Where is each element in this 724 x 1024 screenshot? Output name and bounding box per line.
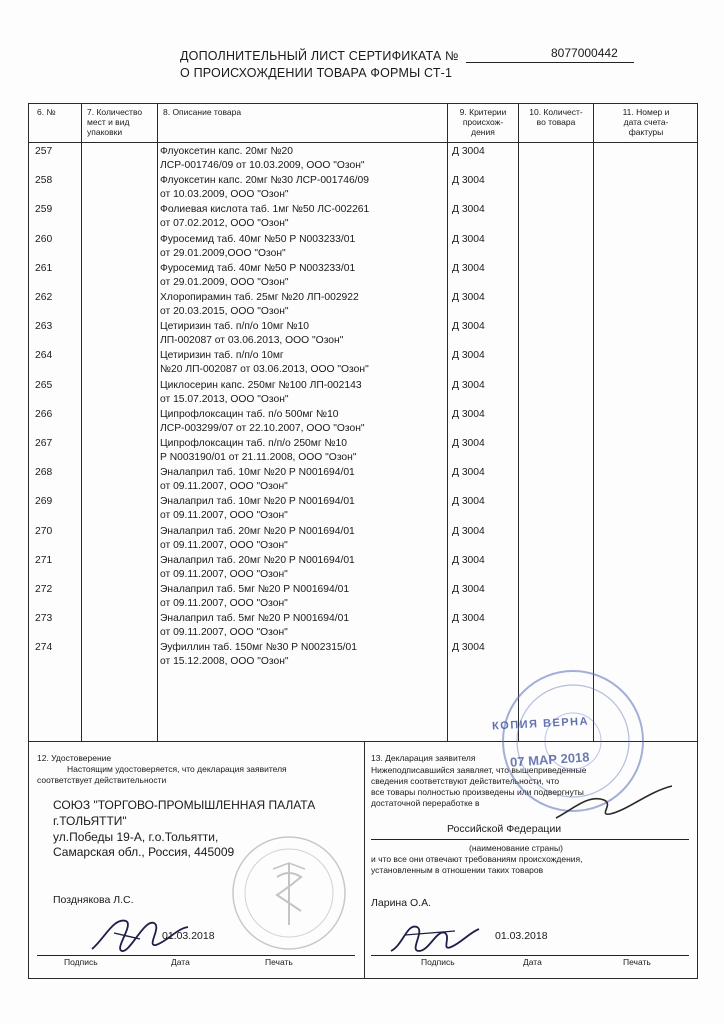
declaration-country-note: (наименование страны) <box>469 843 563 853</box>
row-criterion: Д 3004 <box>452 554 485 566</box>
row-criterion: Д 3004 <box>452 379 485 391</box>
row-number: 268 <box>35 467 53 479</box>
row-description-line-1: Цетиризин таб. п/п/о 10мг №10 <box>160 321 310 333</box>
row-criterion: Д 3004 <box>452 642 485 654</box>
row-number: 265 <box>35 379 53 391</box>
row-description-line-1: Эуфиллин таб. 150мг №30 Р N002315/01 <box>160 642 357 654</box>
title-line-2: О ПРОИСХОЖДЕНИИ ТОВАРА ФОРМЫ СТ-1 <box>180 66 453 80</box>
row-number: 271 <box>35 554 53 566</box>
col-header-quantity: 10. Количест- во товара <box>529 107 583 127</box>
row-number: 259 <box>35 204 53 216</box>
row-criterion: Д 3004 <box>452 613 485 625</box>
row-description-line-2: №20 ЛП-002087 от 03.06.2013, ООО "Озон" <box>160 364 369 376</box>
title-line-1: ДОПОЛНИТЕЛЬНЫЙ ЛИСТ СЕРТИФИКАТА № <box>180 49 459 63</box>
row-number: 262 <box>35 292 53 303</box>
row-description-line-1: Цетиризин таб. п/п/о 10мг <box>160 350 284 362</box>
declaration-sign-label: Подпись <box>421 957 455 967</box>
country-line <box>371 839 689 840</box>
row-number: 274 <box>35 642 53 654</box>
row-number: 270 <box>35 525 53 537</box>
row-criterion: Д 3004 <box>452 496 485 508</box>
row-description-line-1: Эналаприл таб. 5мг №20 Р N001694/01 <box>160 613 350 625</box>
row-description-line-1: Эналаприл таб. 10мг №20 Р N001694/01 <box>160 467 355 479</box>
certification-text-2: соответствует действительности <box>37 775 167 785</box>
declaration-text-2: сведения соответствуют действительности, что <box>371 776 560 786</box>
chamber-name-2: г.ТОЛЬЯТТИ" <box>53 814 127 828</box>
copy-stamp-date: 07 МАР 2018 <box>509 749 590 770</box>
col-header-packages: 7. Количество мест и вид упаковки <box>87 107 143 137</box>
row-description-line-2: от 09.11.2007, ООО "Озон" <box>160 627 288 639</box>
row-description-line-2: ЛП-002087 от 03.06.2013, ООО "Озон" <box>160 335 344 347</box>
row-description-line-1: Фуросемид таб. 40мг №50 Р N003233/01 <box>160 233 356 245</box>
row-description-line-2: от 29.01.2009,ООО "Озон" <box>160 247 286 259</box>
row-description-line-2: от 10.03.2009, ООО "Озон" <box>160 189 289 201</box>
stamp-signature-icon <box>548 780 678 830</box>
col-header-description: 8. Описание товара <box>163 107 242 117</box>
declaration-text-3: все товары полностью произведены или подвергнуты <box>371 787 584 797</box>
row-description-line-1: Эналаприл таб. 10мг №20 Р N001694/01 <box>160 496 355 508</box>
declaration-text-4: достаточной переработке в <box>371 798 480 808</box>
declaration-seal-label: Печать <box>623 957 651 967</box>
row-description-line-1: Фуросемид таб. 40мг №50 Р N003233/01 <box>160 262 356 274</box>
section-divider <box>364 741 365 978</box>
row-description-line-1: Ципрофлоксацин таб. п/п/о 250мг №10 <box>160 438 347 449</box>
row-criterion: Д 3004 <box>452 350 485 362</box>
certificate-number: 8077000442 <box>551 46 618 60</box>
chamber-address-2: Самарская обл., Россия, 445009 <box>53 845 235 859</box>
row-description-line-1: Циклосерин капс. 250мг №100 ЛП-002143 <box>160 379 362 391</box>
certification-heading: 12. Удостоверение <box>37 753 112 763</box>
signature-line <box>371 955 689 956</box>
row-criterion: Д 3004 <box>452 321 485 333</box>
col-header-invoice: 11. Номер и дата счета- фактуры <box>622 107 670 137</box>
declarant-name: Ларина О.А. <box>371 897 431 909</box>
row-description-line-1: Флуоксетин капс. 20мг №20 <box>160 146 293 157</box>
row-number: 267 <box>35 438 53 449</box>
row-description-line-1: Эналаприл таб. 5мг №20 Р N001694/01 <box>160 584 350 595</box>
row-description-line-2: от 15.12.2008, ООО "Озон" <box>160 656 289 668</box>
row-number: 269 <box>35 496 53 508</box>
row-criterion: Д 3004 <box>452 438 485 449</box>
row-description-line-2: от 09.11.2007, ООО "Озон" <box>160 481 288 493</box>
certification-sign-label: Подпись <box>64 957 98 967</box>
col-divider <box>81 104 82 741</box>
signature-line <box>37 955 355 956</box>
row-number: 273 <box>35 613 53 625</box>
col-header-criteria: 9. Критерии происхож- дения <box>459 107 507 137</box>
row-description-line-1: Ципрофлоксацин таб. п/о 500мг №10 <box>160 408 339 420</box>
cert-number-underline <box>466 62 634 63</box>
declaration-date-label: Дата <box>523 957 542 967</box>
declaration-text-6: установленным в отношении таких товаров <box>371 865 544 875</box>
row-number: 261 <box>35 262 53 274</box>
declaration-date: 01.03.2018 <box>495 930 548 942</box>
row-criterion: Д 3004 <box>452 233 485 245</box>
row-criterion: Д 3004 <box>452 292 485 303</box>
row-criterion: Д 3004 <box>452 584 485 595</box>
row-criterion: Д 3004 <box>452 146 485 157</box>
row-description-line-1: Флуоксетин капс. 20мг №30 ЛСР-001746/09 <box>160 175 369 187</box>
col-divider <box>593 104 594 741</box>
certification-date-label: Дата <box>171 957 190 967</box>
col-divider <box>518 104 519 741</box>
certification-date: 01.03.2018 <box>162 930 215 942</box>
row-description-line-2: ЛСР-001746/09 от 10.03.2009, ООО "Озон" <box>160 160 365 171</box>
goods-table <box>28 103 698 742</box>
col-divider <box>447 104 448 741</box>
declaration-text-1: Нижеподписавшийся заявляет, что вышеприведенные <box>371 765 587 775</box>
row-description-line-2: Р N003190/01 от 21.11.2008, ООО "Озон" <box>160 452 357 463</box>
row-description-line-1: Хлоропирамин таб. 25мг №20 ЛП-002922 <box>160 292 359 303</box>
declaration-heading: 13. Декларация заявителя <box>371 753 476 763</box>
chamber-name-1: СОЮЗ "ТОРГОВО-ПРОМЫШЛЕННАЯ ПАЛАТА <box>53 798 316 812</box>
row-number: 263 <box>35 321 53 333</box>
row-criterion: Д 3004 <box>452 408 485 420</box>
row-description-line-2: от 09.11.2007, ООО "Озон" <box>160 510 288 522</box>
copy-stamp-text: КОПИЯ ВЕРНА <box>491 715 590 733</box>
row-description-line-2: от 09.11.2007, ООО "Озон" <box>160 568 288 580</box>
row-description-line-1: Эналаприл таб. 20мг №20 Р N001694/01 <box>160 525 355 537</box>
row-criterion: Д 3004 <box>452 467 485 479</box>
certification-seal-label: Печать <box>265 957 293 967</box>
row-criterion: Д 3004 <box>452 262 485 274</box>
col-header-number: 6. № <box>37 107 56 117</box>
row-description-line-2: от 09.11.2007, ООО "Озон" <box>160 539 288 551</box>
certifier-name: Позднякова Л.С. <box>53 894 134 906</box>
row-description-line-1: Фолиевая кислота таб. 1мг №50 ЛС-002261 <box>160 204 370 216</box>
row-description-line-2: от 15.07.2013, ООО "Озон" <box>160 393 289 405</box>
row-number: 272 <box>35 584 53 595</box>
certification-text-1: Настоящим удостоверяется, что декларация заявителя <box>67 764 287 774</box>
chamber-seal-icon <box>229 833 349 953</box>
row-description-line-2: ЛСР-003299/07 от 22.10.2007, ООО "Озон" <box>160 422 365 434</box>
header-divider <box>29 142 697 143</box>
row-description-line-2: от 09.11.2007, ООО "Озон" <box>160 598 288 609</box>
row-description-line-2: от 07.02.2012, ООО "Озон" <box>160 218 289 230</box>
row-criterion: Д 3004 <box>452 204 485 216</box>
col-divider <box>157 104 158 741</box>
chamber-address-1: ул.Победы 19-А, г.о.Тольятти, <box>53 830 219 844</box>
row-description-line-1: Эналаприл таб. 20мг №20 Р N001694/01 <box>160 554 355 566</box>
row-number: 257 <box>35 146 53 157</box>
row-criterion: Д 3004 <box>452 525 485 537</box>
row-number: 260 <box>35 233 53 245</box>
row-number: 264 <box>35 350 53 362</box>
row-description-line-2: от 20.03.2015, ООО "Озон" <box>160 306 289 317</box>
row-number: 258 <box>35 175 53 187</box>
row-description-line-2: от 29.01.2009, ООО "Озон" <box>160 276 289 288</box>
row-criterion: Д 3004 <box>452 175 485 187</box>
declaration-text-5: и что все они отвечают требованиям происхождения, <box>371 854 583 864</box>
row-number: 266 <box>35 408 53 420</box>
declaration-country: Российской Федерации <box>447 823 562 835</box>
